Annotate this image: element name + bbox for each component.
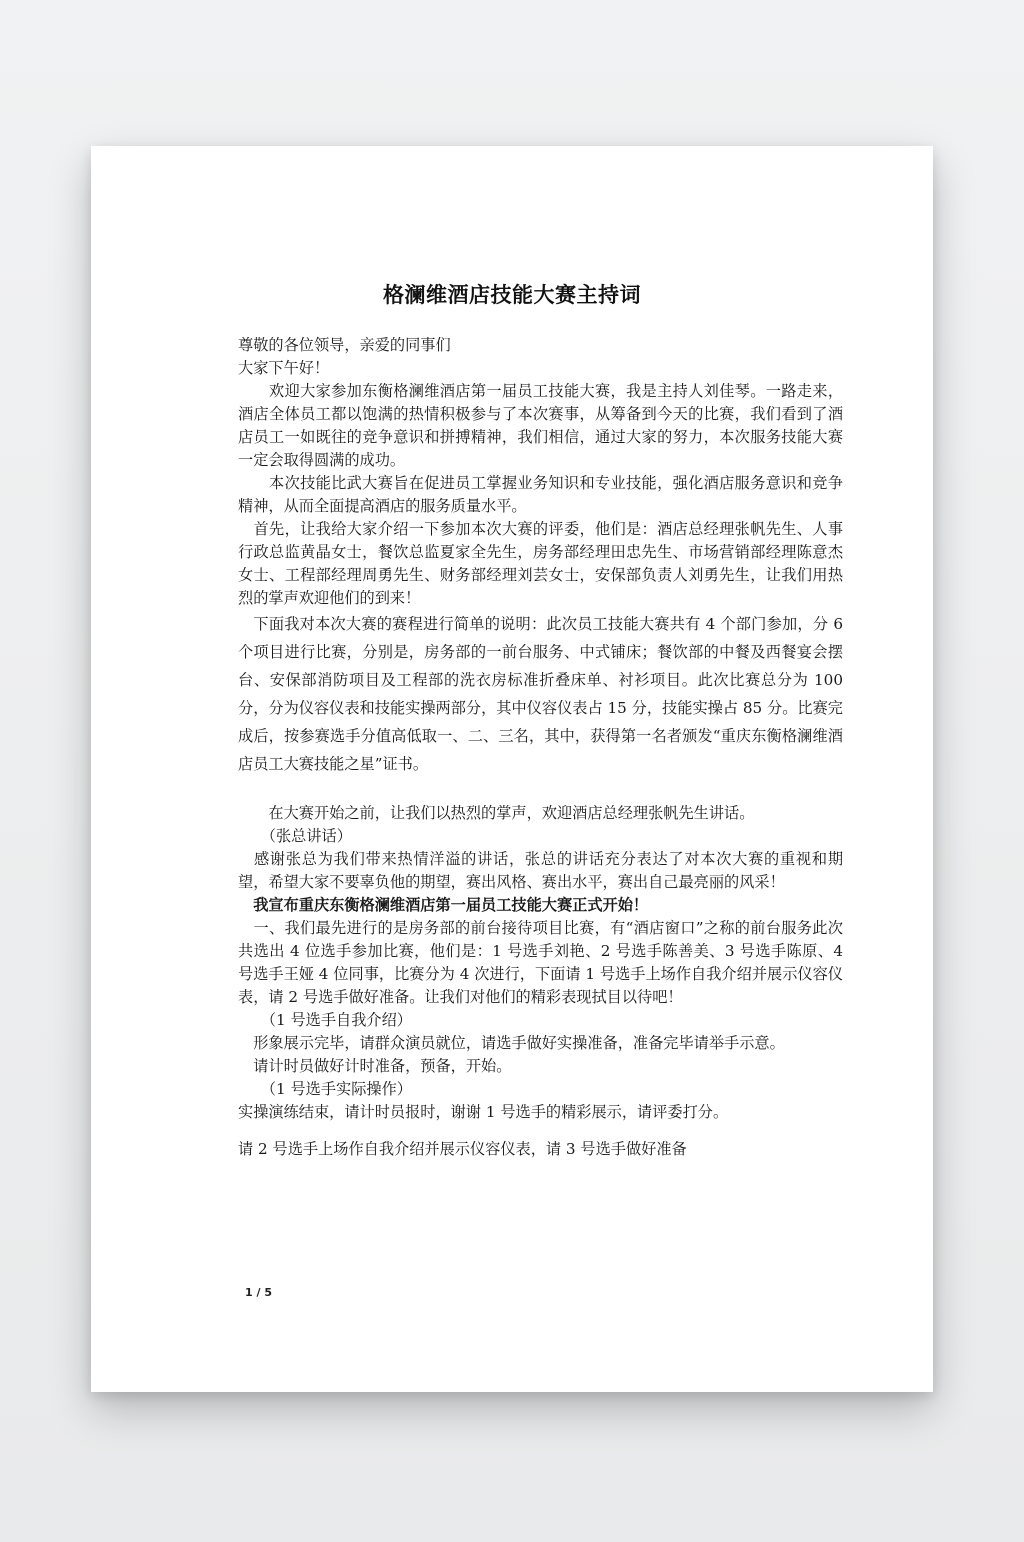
opening-declaration: 我宣布重庆东衡格澜维酒店第一届员工技能大赛正式开始！ xyxy=(238,896,649,914)
paragraph: 本次技能比武大赛旨在促进员工掌握业务知识和专业技能，强化酒店服务意识和竞争精神，从而全面提高酒店的服务质量水平。 xyxy=(238,474,843,515)
document-body xyxy=(238,334,843,1161)
stage-direction: （1 号选手自我介绍） xyxy=(238,1011,412,1029)
page-number: 1 / 5 xyxy=(245,1286,272,1299)
paragraph: 欢迎大家参加东衡格澜维酒店第一届员工技能大赛，我是主持人刘佳琴。一路走来，酒店全体员工都以饱满的热情积极参与了本次赛事，从筹备到今天的比赛，我们看到了酒店员工一如既往的竞争意识和拼搏精神，我们相信，通过大家的努力，本次服务技能大赛一定会取得圆满的成功。 xyxy=(238,382,843,469)
paragraph: 请计时员做好计时准备，预备，开始。 xyxy=(238,1057,512,1075)
paragraph: 在大赛开始之前，让我们以热烈的掌声，欢迎酒店总经理张帆先生讲话。 xyxy=(238,804,755,822)
stage-direction: （1 号选手实际操作） xyxy=(238,1080,412,1098)
paragraph: 感谢张总为我们带来热情洋溢的讲话，张总的讲话充分表达了对本次大赛的重视和期望，希望大家不要辜负他的期望，赛出风格、赛出水平，赛出自己最亮丽的风采！ xyxy=(238,850,843,891)
greeting-line: 大家下午好！ xyxy=(238,359,330,377)
greeting-line: 尊敬的各位领导，亲爱的同事们 xyxy=(238,336,451,354)
paragraph: 实操演练结束，请计时员报时，谢谢 1 号选手的精彩展示，请评委打分。 xyxy=(238,1103,729,1121)
stage-direction: （张总讲话） xyxy=(238,827,352,845)
paragraph: 一、我们最先进行的是房务部的前台接待项目比赛，有“酒店窗口”之称的前台服务此次共选出 4 位选手参加比赛，他们是：1 号选手刘艳、2 号选手陈善美、3 号选手陈原、4 号选手王娅 4 位同事，比赛分为 4 次进行，下面请 1 号选手上场作自我介绍并展示仪容仪表，请 2 号选手做好准备。让我们对他们的精彩表现拭目以待吧！ xyxy=(238,919,843,1006)
document-title: 格澜维酒店技能大赛主持词 xyxy=(383,283,641,307)
paragraph: 下面我对本次大赛的赛程进行简单的说明：此次员工技能大赛共有 4 个部门参加，分 6 个项目进行比赛，分别是，房务部的一前台服务、中式铺床；餐饮部的中餐及西餐宴会摆台、安保部消防项目及工程部的洗衣房标准折叠床单、衬衫项目。此次比赛总分为 100 分，分为仪容仪表和技能实操两部分，其中仪容仪表占 15 分，技能实操占 85 分。比赛完成后，按参赛选手分值高低取一、二、三名，其中，获得第一名者颁发“重庆东衡格澜维酒店员工大赛技能之星”证书。 xyxy=(238,615,843,773)
paragraph: 首先，让我给大家介绍一下参加本次大赛的评委，他们是：酒店总经理张帆先生、人事行政总监黄晶女士，餐饮总监夏家全先生，房务部经理田忠先生、市场营销部经理陈意杰女士、工程部经理周勇先生、财务部经理刘芸女士，安保部负责人刘勇先生，让我们用热烈的掌声欢迎他们的到来！ xyxy=(238,520,843,607)
document-page xyxy=(91,146,933,1392)
paragraph: 形象展示完毕，请群众演员就位，请选手做好实操准备，准备完毕请举手示意。 xyxy=(238,1034,785,1052)
paragraph: 请 2 号选手上场作自我介绍并展示仪容仪表，请 3 号选手做好准备 xyxy=(238,1140,687,1158)
